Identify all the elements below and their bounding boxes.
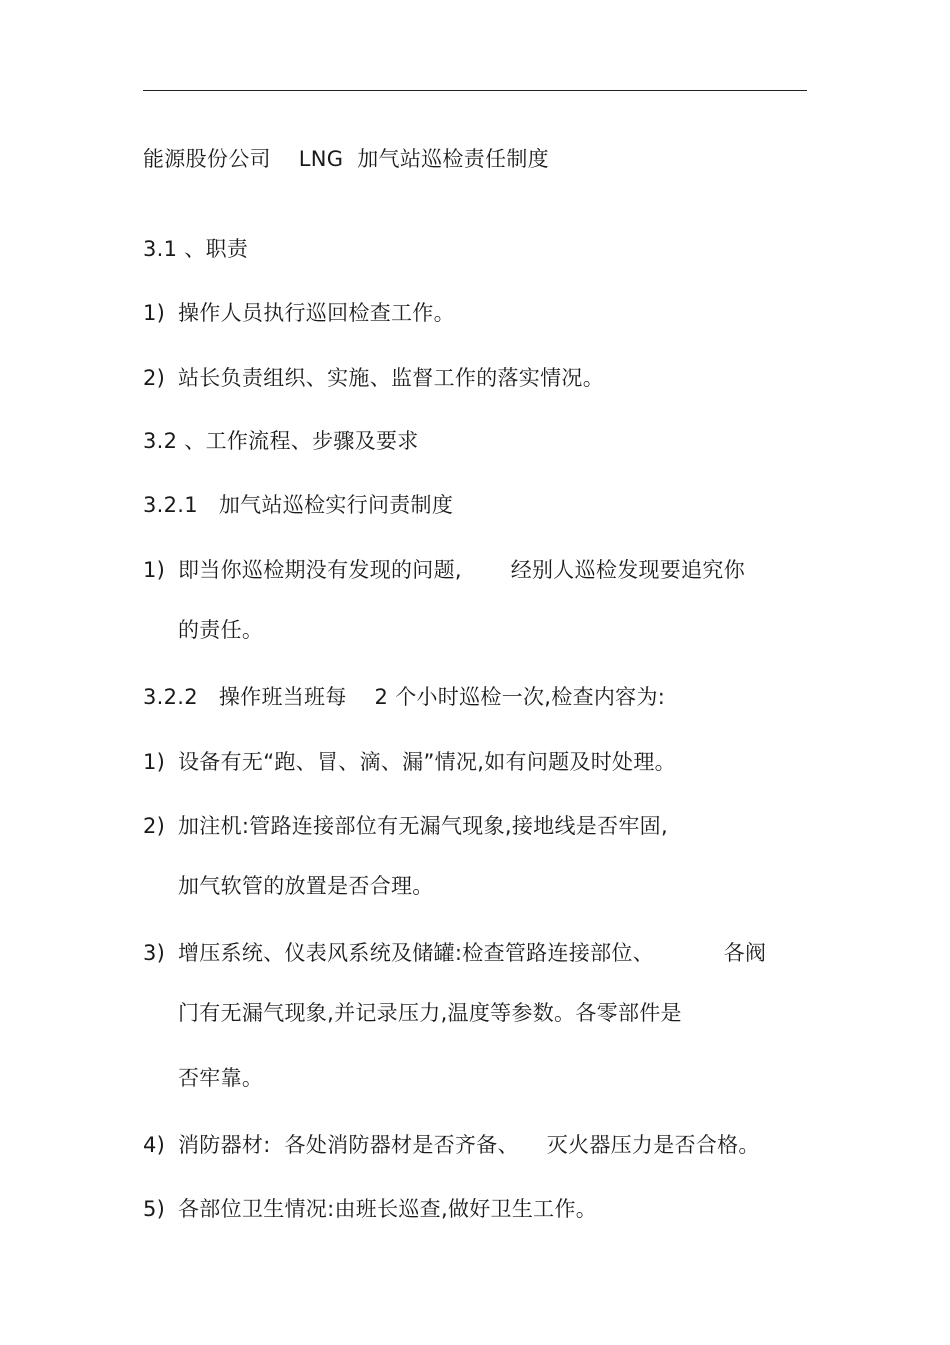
list-item-number: 2)	[143, 366, 166, 390]
list-item-text: 站长负责组织、实施、监督工作的落实情况。	[178, 366, 604, 390]
list-item-number: 1)	[143, 301, 166, 325]
list-item-text: 设备有无“跑、冒、滴、漏”情况,如有问题及时处理。	[178, 750, 676, 774]
document-title: 能源股份公司 LNG 加气站巡检责任制度	[143, 147, 549, 171]
section-heading-3-2: 3.2 、工作流程、步骤及要求	[143, 429, 419, 453]
list-item-text: 即当你巡检期没有发现的问题, 经别人巡检发现要追究你	[178, 558, 745, 582]
list-item-number: 5)	[143, 1197, 166, 1221]
list-item	[143, 1195, 597, 1223]
section-heading-3-1: 3.1 、职责	[143, 237, 249, 261]
list-item	[143, 939, 766, 967]
list-item-continuation: 的责任。	[178, 618, 264, 642]
list-item-continuation: 门有无漏气现象,并记录压力,温度等参数。各零部件是	[178, 1001, 682, 1025]
list-item-text: 加注机:管路连接部位有无漏气现象,接地线是否牢固,	[178, 814, 668, 838]
subsection-heading-3-2-1: 3.2.1 加气站巡检实行问责制度	[143, 493, 454, 517]
list-item	[143, 1131, 760, 1159]
list-item-text: 增压系统、仪表风系统及储罐:检查管路连接部位、 各阀	[178, 941, 767, 965]
list-item-number: 1)	[143, 750, 166, 774]
list-item-continuation: 否牢靠。	[178, 1066, 264, 1090]
list-item-number: 3)	[143, 941, 166, 965]
list-item-number: 1)	[143, 558, 166, 582]
list-item	[143, 299, 455, 327]
list-item	[143, 812, 668, 840]
list-item	[143, 364, 604, 392]
list-item-number: 2)	[143, 814, 166, 838]
list-item-number: 4)	[143, 1133, 166, 1157]
header-rule	[143, 90, 807, 91]
subsection-heading-3-2-2: 3.2.2 操作班当班每 2 个小时巡检一次,检查内容为:	[143, 685, 666, 709]
list-item-text: 操作人员执行巡回检查工作。	[178, 301, 455, 325]
list-item-text: 消防器材: 各处消防器材是否齐备、 灭火器压力是否合格。	[178, 1133, 760, 1157]
list-item-text: 各部位卫生情况:由班长巡查,做好卫生工作。	[178, 1197, 598, 1221]
list-item	[143, 556, 745, 584]
list-item	[143, 748, 676, 776]
list-item-continuation: 加气软管的放置是否合理。	[178, 874, 434, 898]
